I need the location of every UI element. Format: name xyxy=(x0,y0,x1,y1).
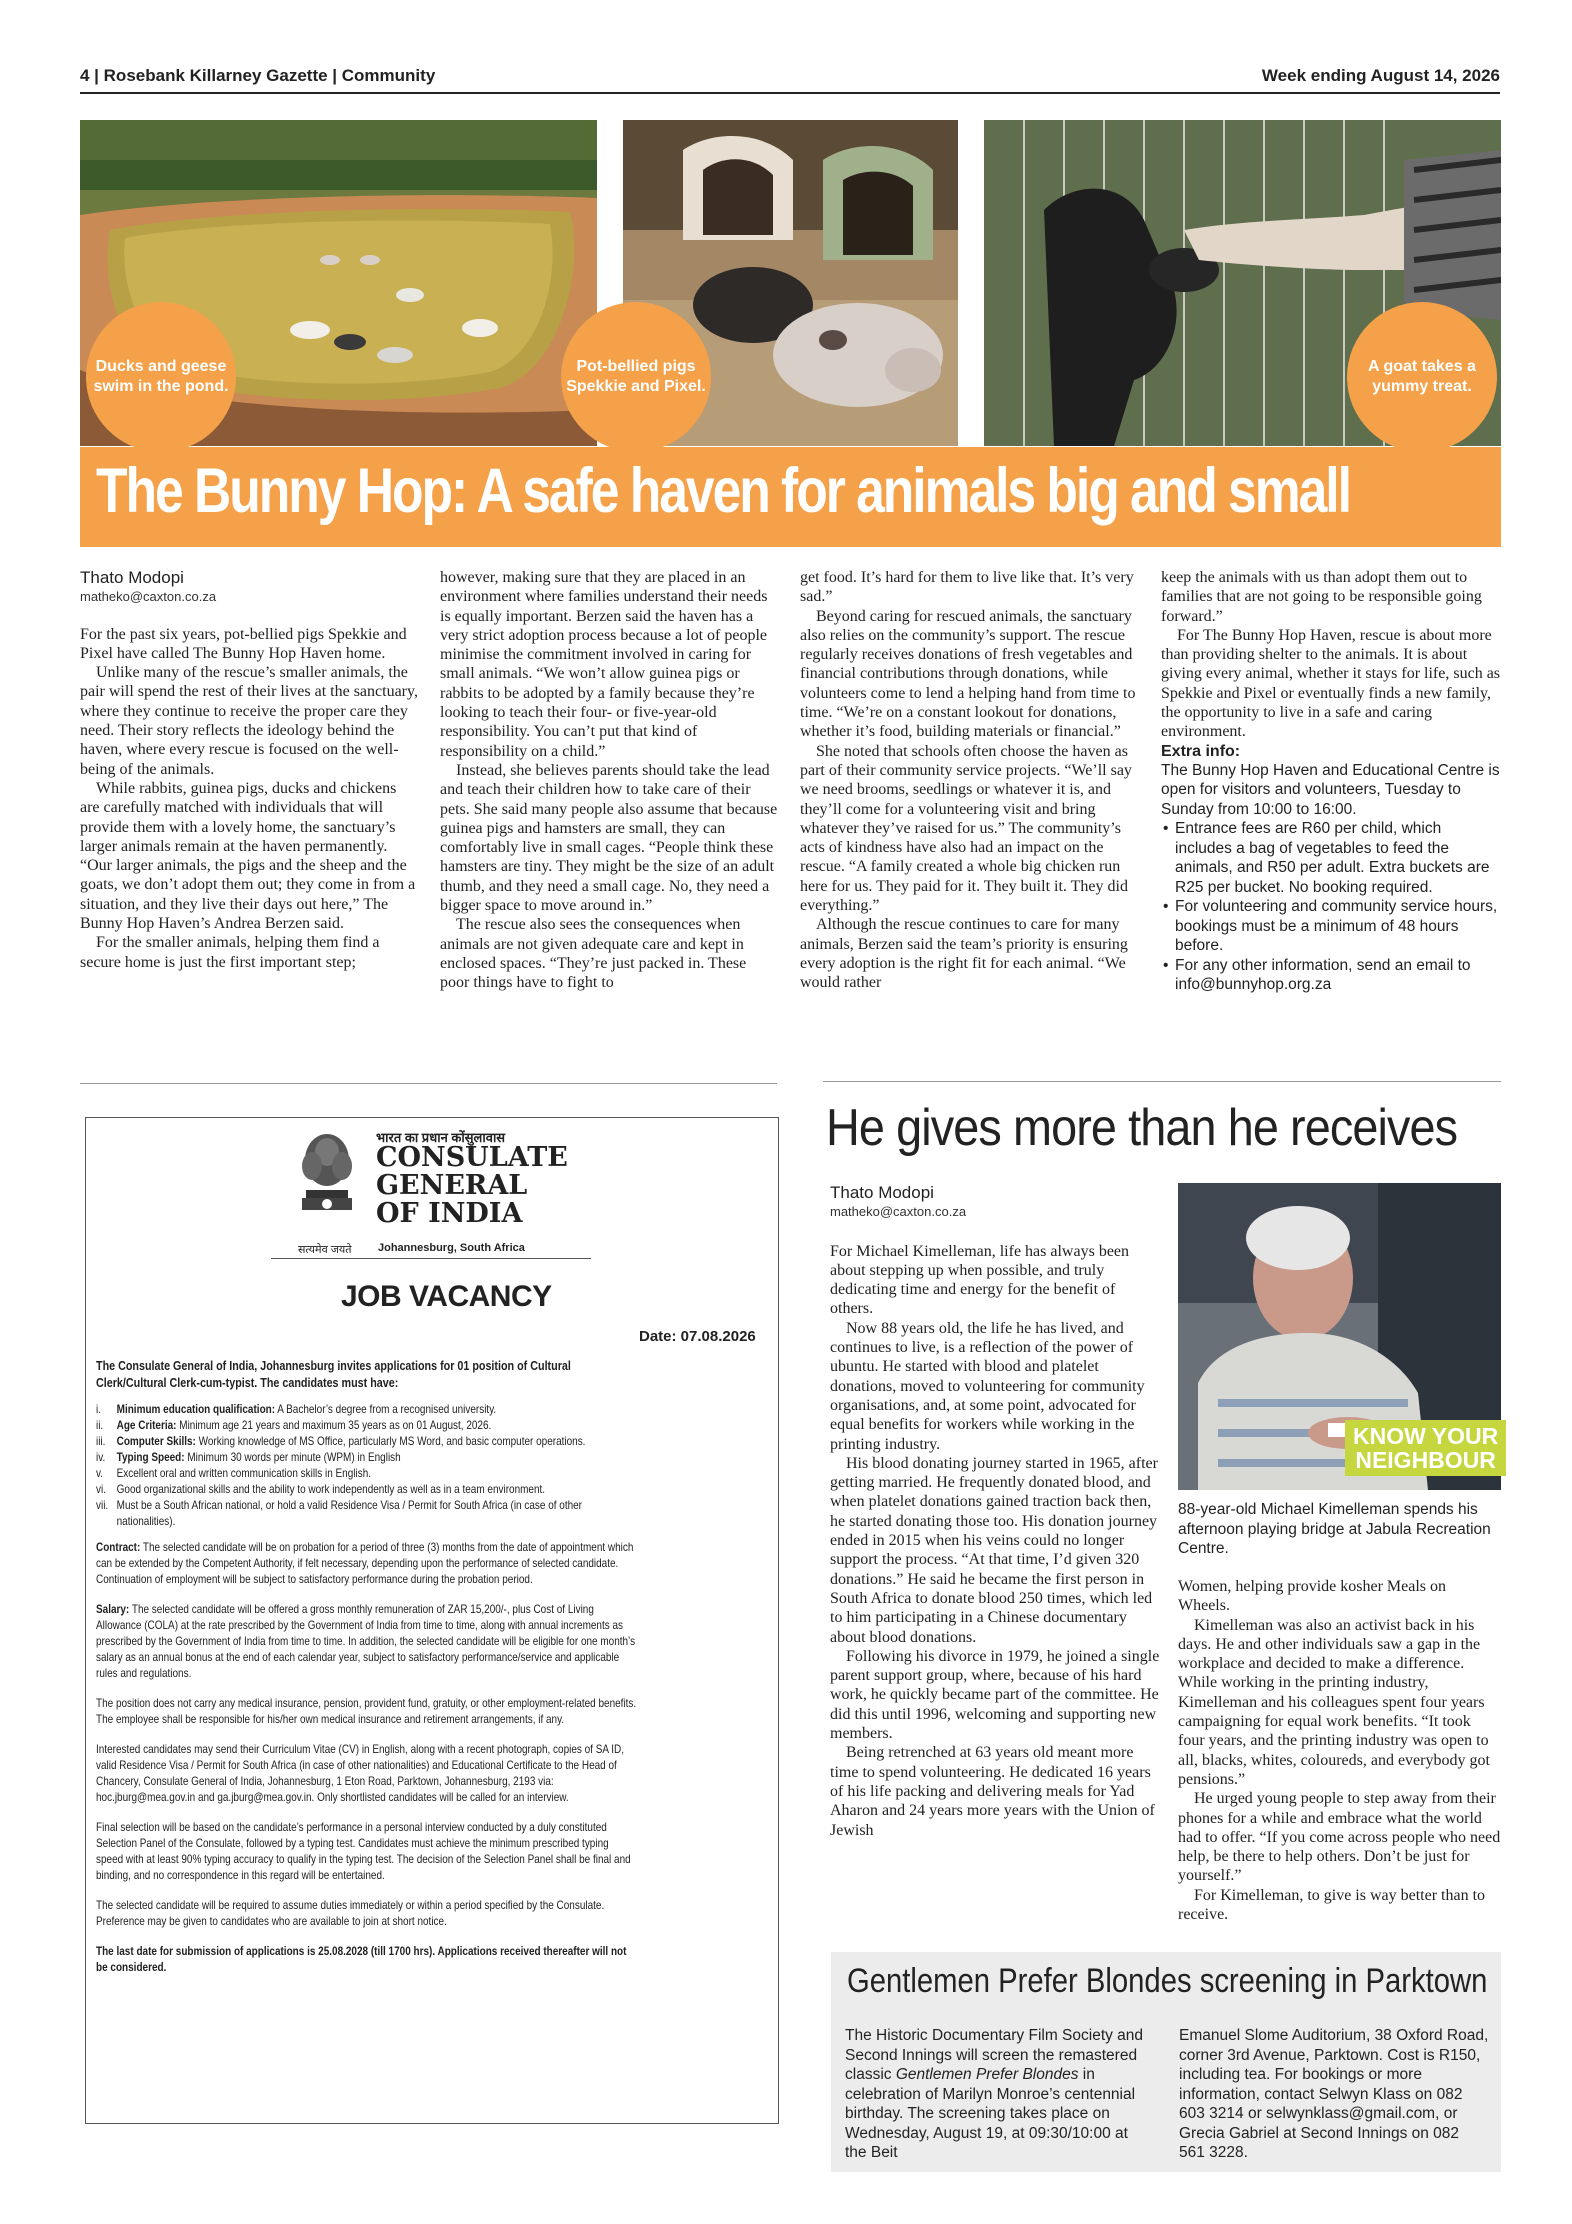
paragraph: Instead, she believes parents should take the lead and teach their children how to take care of their pets. She said many people also assume that because guinea pigs and hamsters are small, they can comfortably live in small cages. “People think these hamsters are tiny. They might be the size of an adult thumb, and they need a small cage. No, they need a bigger space to move around in.” xyxy=(440,761,778,915)
selection-paragraph: Final selection will be based on the candidate’s performance in a personal interview conducted by a duly constituted Selection Panel of the Consulate, followed by a typing test. Candidates must achieve the minimum prescribed typing speed with at least 90% typing accuracy to qualify in the typing test. The decision of the Selection Panel shall be final and binding, and no correspondence in this regard will be entertained. xyxy=(96,1821,631,1882)
requirement-number: vii. xyxy=(96,1499,109,1512)
photo-caption: 88-year-old Michael Kimelleman spends his afternoon playing bridge at Jabula Recreation Centre. xyxy=(1178,1501,1491,1557)
requirement-item xyxy=(96,1482,638,1498)
job-vacancy-ad xyxy=(85,1117,779,2124)
event-text: The Historic Documentary Film Society and Second Innings will screen the remastered classic xyxy=(845,2027,1144,2083)
ad-date: Date: 07.08.2026 xyxy=(639,1328,756,1345)
requirement-detail: Excellent oral and written communication skills in English. xyxy=(116,1467,372,1480)
requirement-detail: A Bachelor’s degree from a recognised university. xyxy=(275,1403,497,1416)
author-name: Thato Modopi xyxy=(830,1183,934,1202)
extra-info-list xyxy=(1161,819,1501,995)
extra-info-intro: The Bunny Hop Haven and Educational Centre is open for visitors and volunteers, Tuesday to Sunday from 10:00 to 16:00. xyxy=(1161,761,1500,818)
deadline-paragraph: The last date for submission of applications is 25.08.2028 (till 1700 hrs). Applications received thereafter will not be considered. xyxy=(96,1945,627,1974)
event-notice-box xyxy=(831,1952,1501,2172)
duties-paragraph: The selected candidate will be required to assume duties immediately or within a period specified by the Consulate. Preference may be given to candidates who are available to join at short notice. xyxy=(96,1899,605,1928)
paragraph: He urged young people to step away from their phones for a while and embrace what the world had to offer. “If you come across people who need help, be there to help others. Don’t be just for yourself.” xyxy=(1178,1790,1501,1885)
badge-line: NEIGHBOUR xyxy=(1355,1447,1496,1473)
paragraph: For Michael Kimelleman, life has always been about stepping up when possible, and truly dedicating time and energy for the benefit of others. xyxy=(830,1242,1130,1318)
caption-pigs: Pot-bellied pigs Spekkie and Pixel. xyxy=(561,302,711,452)
ad-body xyxy=(96,1358,638,1976)
requirement-item xyxy=(96,1418,638,1434)
caption-goat: A goat takes a yummy treat. xyxy=(1347,302,1497,452)
salary-paragraph xyxy=(96,1602,638,1682)
requirement-item xyxy=(96,1402,638,1418)
extra-info-heading: Extra info: xyxy=(1161,742,1241,760)
requirement-number: i. xyxy=(96,1403,101,1416)
extra-info xyxy=(1161,761,1501,995)
requirement-item xyxy=(96,1450,638,1466)
list-item: • For volunteering and community service hours, bookings must be a minimum of 48 hours before. xyxy=(1175,897,1501,956)
event-column-2: Emanuel Slome Auditorium, 38 Oxford Road, corner 3rd Avenue, Parktown. Cost is R150, including tea. For bookings or more information, contact Selwyn Klass on 082 603 3214 or selwynklass@gmail.com, or Grecia Gabriel at Second Innings on 082 561 3228. xyxy=(1179,2027,1489,2161)
article-headline: The Bunny Hop: A safe haven for animals big and small xyxy=(96,456,1350,526)
requirement-label: Age Criteria: xyxy=(116,1419,177,1432)
author-name: Thato Modopi xyxy=(80,568,184,587)
article1-column-3 xyxy=(800,568,1138,993)
requirement-number: vi. xyxy=(96,1483,106,1496)
consulate-name-line: GENERAL xyxy=(376,1170,528,1201)
event-headline: Gentlemen Prefer Blondes screening in Parktown xyxy=(847,1962,1488,2000)
article1-column-1 xyxy=(80,568,418,972)
job-vacancy-heading: JOB VACANCY xyxy=(341,1280,552,1313)
paragraph: Beyond caring for rescued animals, the sanctuary also relies on the community’s support. The rescue regularly receives donations of fresh vegetables and financial contributions through donations, while volunteers come to lend a helping hand from time to time. “We’re on a constant lookout for donations, whether it’s food, building materials or financial.” xyxy=(800,607,1136,741)
requirement-text xyxy=(117,1450,401,1466)
paragraph: For Kimelleman, to give is way better than to receive. xyxy=(1178,1886,1486,1924)
requirement-item xyxy=(96,1434,638,1450)
paragraph: Kimelleman was also an activist back in his days. He and other individuals saw a gap in the workplace and decided to make a difference. While working in the printing industry, Kimelleman and his colleagues spent four years campaigning for equal work benefits. “It took four years, and the printing industry was open to all, blacks, whites, coloureds, and everybody got pensions.” xyxy=(1178,1616,1490,1788)
list-item: • Entrance fees are R60 per child, which includes a bag of vegetables to feed the animals, and R50 per adult. Extra buckets are R25 per bucket. No booking required. xyxy=(1175,819,1501,897)
salary-text: The selected candidate will be offered a gross monthly remuneration of ZAR 15,200/-, plus Cost of Living Allowance (COLA) at the rate prescribed by the Government of India from time to time, along with annual increments as prescribed by the Government of India from time to time. In addition, the selected candidate will be eligible for one month’s salary as an annual bonus at the end of each calendar year, subject to satisfactory performance/service and applicable rules and regulations. xyxy=(96,1603,636,1680)
author-email: matheko@caxton.co.za xyxy=(80,589,217,605)
article1-column-4 xyxy=(1161,568,1501,995)
paragraph: For the past six years, pot-bellied pigs Spekkie and Pixel have called The Bunny Hop Haven home. xyxy=(80,625,407,662)
requirement-text xyxy=(117,1418,492,1434)
caption-ducks: Ducks and geese swim in the pond. xyxy=(86,302,236,452)
requirement-text xyxy=(117,1466,371,1482)
ad-divider xyxy=(271,1258,591,1259)
paragraph: get food. It’s hard for them to live like that. It’s very sad.” xyxy=(800,569,1134,606)
article2-column-2 xyxy=(1178,1577,1501,1924)
paragraph: keep the animals with us than adopt them out to families that are not going to be responsible going forward.” xyxy=(1161,569,1482,625)
requirement-text xyxy=(117,1434,586,1450)
event-text: in celebration of Marilyn Monroe’s centennial birthday. The screening takes place on Wednesday, August 19, at 09:30/10:00 at the Beit xyxy=(845,2066,1136,2161)
consulate-name xyxy=(376,1144,568,1228)
paragraph: She noted that schools often choose the haven as part of their community service projects. “We’ll say we need brooms, seedlings or whatever it is, and they’ll come for a volunteering visit and bring whatever they’ve raised for us.” The community’s acts of kindness have also had an impact on the rescue. “A family created a whole big chicken run here for us. They paid for it. They built it. They did everything.” xyxy=(800,742,1132,915)
paragraph: His blood donating journey started in 1965, after getting married. He frequently donated blood, and when platelet donations gained traction back then, he started donating those too. His donation journey ended in 2015 when his veins could no longer support the process. “At that time, I’d given 320 donations.” He said he became the first person in South Africa to donate blood 250 times, which led to him participating in a Chinese documentary about blood donations. xyxy=(830,1454,1158,1646)
header-section: 4 | Rosebank Killarney Gazette | Community xyxy=(80,66,436,85)
badge-line: KNOW YOUR xyxy=(1353,1423,1499,1449)
paragraph: Now 88 years old, the life he has lived, and continues to live, is a reflection of the power of ubuntu. He started with blood and platelet donations, moved to volunteering for community organisations, and, at some point, advocated for equal benefits for workers while working in the printing industry. xyxy=(830,1319,1145,1453)
requirements-list xyxy=(96,1402,638,1530)
requirement-item xyxy=(96,1466,638,1482)
paragraph: Unlike many of the rescue’s smaller animals, the pair will spend the rest of their lives at the sanctuary, where they continue to receive the proper care they need. Their story reflects the ideology behind the haven, where every rescue is focused on the well-being of the animals. xyxy=(80,664,418,778)
article1-column-2 xyxy=(440,568,778,993)
know-your-neighbour-badge xyxy=(1345,1420,1506,1476)
paragraph: The rescue also sees the consequences when animals are not given adequate care and kept in enclosed spaces. “They’re just packed in. These poor things have to fight to xyxy=(440,916,747,992)
paragraph: however, making sure that they are placed in an environment where families understand their needs is equally important. Berzen said the haven has a very strict adoption process because a lot of people minimise the commitment involved in caring for small animals. “We won’t allow guinea pigs or rabbits to be adopted by a family because they’re looking to teach their four- or five-year-old responsibility. You can’t put that kind of responsibility on a child.” xyxy=(440,569,768,760)
article2-headline: He gives more than he receives xyxy=(826,1099,1458,1157)
paragraph: Following his divorce in 1979, he joined a single parent support group, where, because of his hard work, he quickly became part of the committee. He did this until 1996, welcoming and supporting new members. xyxy=(830,1647,1160,1743)
ad-intro: The Consulate General of India, Johannesburg invites applications for 01 position of Cultural Clerk/Cultural Clerk-cum-typist. The candidates must have: xyxy=(96,1359,571,1390)
section-divider xyxy=(80,1083,777,1084)
requirement-detail: Must be a South African national, or hold a valid Residence Visa / Permit for South Africa (in case of other nationalities). xyxy=(116,1499,583,1528)
paragraph: Being retrenched at 63 years old meant more time to spend volunteering. He dedicated 16 years of his life packing and delivering meals for Yad Aharon and 24 years more years with the Union of Jewish xyxy=(830,1744,1155,1839)
apply-paragraph: Interested candidates may send their Curriculum Vitae (CV) in English, along with a recent photograph, copies of SA ID, valid Residence Visa / Permit for South Africa (in case of other nationalities) and Educational Certificate to the Head of Chancery, Consulate General of India, Johannesburg, 1 Eton Road, Parktown, Johannesburg, 2193 via: hoc.jburg@mea.gov.in and ga.jburg@mea.gov.in. Only shortlisted candidates will be called for an interview. xyxy=(96,1743,624,1804)
requirement-detail: Minimum 30 words per minute (WPM) in English xyxy=(184,1451,401,1464)
emblem-motto: सत्यमेव जयते xyxy=(298,1244,352,1256)
section-divider xyxy=(823,1081,1501,1082)
consulate-location: Johannesburg, South Africa xyxy=(378,1242,525,1254)
consulate-name-line: OF INDIA xyxy=(376,1198,523,1229)
consulate-name-line: CONSULATE xyxy=(376,1142,568,1173)
requirement-number: iii. xyxy=(96,1435,106,1448)
requirement-number: ii. xyxy=(96,1419,104,1432)
requirement-detail: Minimum age 21 years and maximum 35 years as on 01 August, 2026. xyxy=(176,1419,492,1432)
paragraph: For The Bunny Hop Haven, rescue is about more than providing shelter to the animals. It is about giving every animal, whether it stays for life, such as Spekkie and Pixel or eventually finds a new family, the opportunity to live in a safe and caring environment. xyxy=(1161,626,1501,741)
contract-label: Contract: xyxy=(96,1541,141,1554)
article2-column-1 xyxy=(830,1183,1160,1840)
paragraph: Women, helping provide kosher Meals on Wheels. xyxy=(1178,1578,1446,1615)
requirement-number: iv. xyxy=(96,1451,106,1464)
requirement-detail: Working knowledge of MS Office, particularly MS Word, and basic computer operations. xyxy=(195,1435,586,1448)
page-header xyxy=(80,66,1500,92)
requirement-item xyxy=(96,1498,638,1530)
header-date: Week ending August 14, 2026 xyxy=(1261,66,1500,85)
national-emblem-icon xyxy=(296,1130,358,1230)
requirement-label: Computer Skills: xyxy=(116,1435,196,1448)
consulate-hindi-name: भारत का प्रधान कोंसुलावास xyxy=(376,1130,506,1145)
insurance-paragraph: The position does not carry any medical insurance, pension, provident fund, gratuity, or other employment-related benefits. The employee shall be responsible for his/her own medical insurance and retirement arrangements, if any. xyxy=(96,1697,637,1726)
paragraph: For the smaller animals, helping them find a secure home is just the first important step; xyxy=(80,934,380,971)
paragraph: Although the rescue continues to care for many animals, Berzen said the team’s priority is ensuring every adoption is the right fit for each animal. “We would rather xyxy=(800,916,1128,992)
requirement-text xyxy=(117,1402,497,1418)
article-headline-banner xyxy=(80,447,1501,547)
requirement-text xyxy=(117,1482,545,1498)
header-rule xyxy=(80,92,1500,94)
requirement-number: v. xyxy=(96,1467,104,1480)
film-title: Gentlemen Prefer Blondes xyxy=(895,2066,1079,2083)
contract-text: The selected candidate will be on probation for a period of three (3) months from the date of appointment which can be extended by the Competent Authority, if felt necessary, depending upon the performance of selected candidate. Continuation of employment will be subject to satisfactory performance during the probation period. xyxy=(96,1541,634,1586)
author-email: matheko@caxton.co.za xyxy=(830,1204,967,1220)
paragraph: While rabbits, guinea pigs, ducks and chickens are carefully matched with individuals that will provide them with a lovely home, the sanctuary’s larger animals remain at the haven permanently. “Our larger animals, the pigs and the sheep and the goats, we don’t adopt them out; they come in from a situation, and they live their days out here,” The Bunny Hop Haven’s Andrea Berzen said. xyxy=(80,779,416,933)
requirement-label: Minimum education qualification: xyxy=(116,1403,276,1416)
salary-label: Salary: xyxy=(96,1603,130,1616)
requirement-label: Typing Speed: xyxy=(116,1451,185,1464)
list-item: • For any other information, send an email to info@bunnyhop.org.za xyxy=(1175,956,1501,995)
requirement-detail: Good organizational skills and the ability to work independently as well as in a team environment. xyxy=(116,1483,546,1496)
contract-paragraph xyxy=(96,1540,638,1588)
event-column-1 xyxy=(845,2026,1145,2163)
requirement-text xyxy=(117,1498,638,1530)
